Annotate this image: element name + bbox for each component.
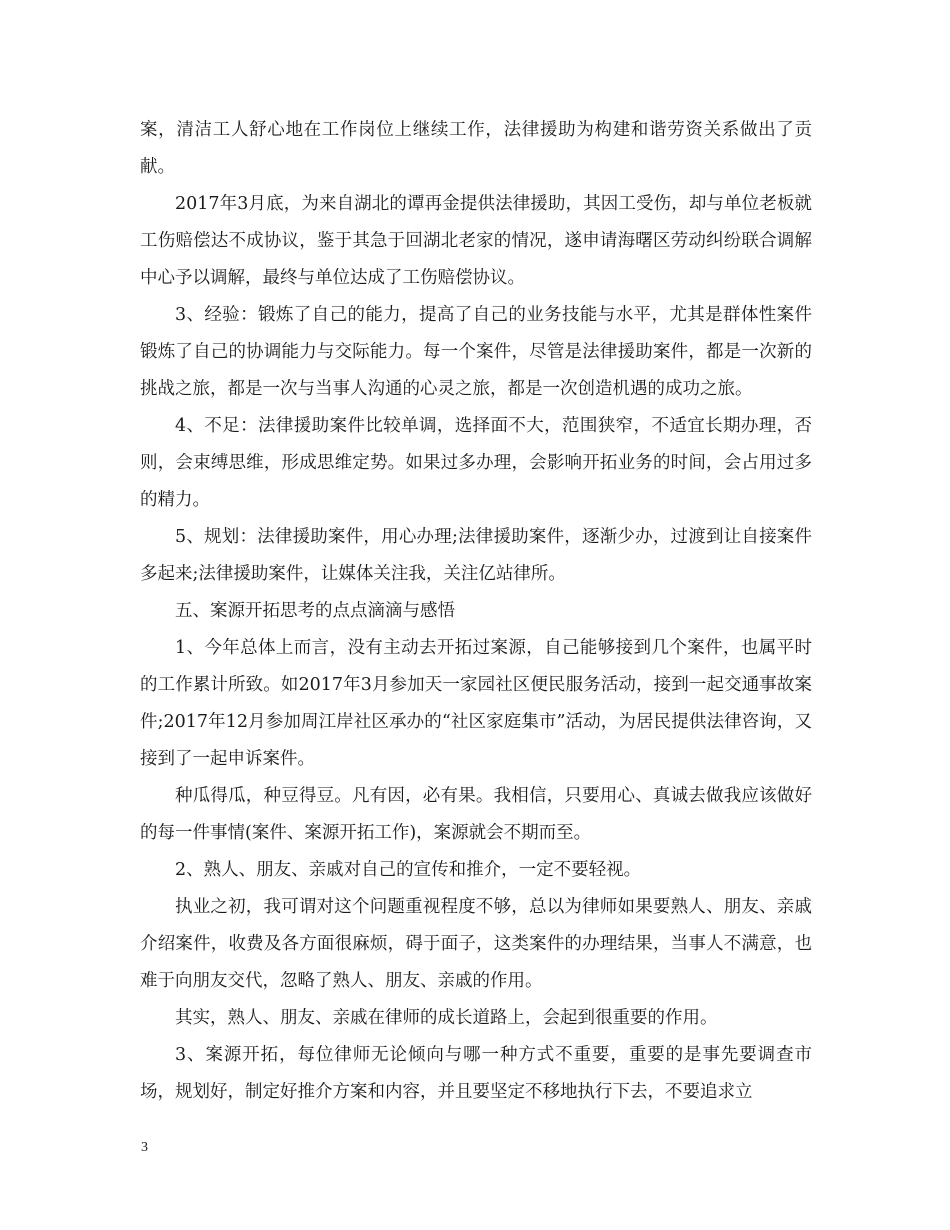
- paragraph-11: 其实，熟人、朋友、亲戚在律师的成长道路上，会起到很重要的作用。: [175, 1008, 718, 1028]
- paragraph-8: 种瓜得瓜，种豆得豆。凡有因，必有果。我相信，只要用心、真诚去做我应该做好的每一件事情(案件、案源开拓工作)，案源就会不期而至。: [140, 786, 812, 843]
- document-body: [140, 112, 812, 1111]
- paragraph-3: 3、经验：锻炼了自己的能力，提高了自己的业务技能与水平，尤其是群体性案件锻炼了自己的协调能力与交际能力。每一个案件，尽管是法律援助案件，都是一次新的挑战之旅，都是一次与当事人沟通的心灵之旅，都是一次创造机遇的成功之旅。: [140, 305, 812, 399]
- page-number: 3: [141, 1140, 148, 1155]
- section-heading: 五、案源开拓思考的点点滴滴与感悟: [175, 601, 455, 621]
- paragraph-1: 案，清洁工人舒心地在工作岗位上继续工作，法律援助为构建和谐劳资关系做出了贡献。: [140, 120, 812, 177]
- paragraph-9: 2、熟人、朋友、亲戚对自己的宣传和推介，一定不要轻视。: [175, 860, 642, 880]
- paragraph-7: 1、今年总体上而言，没有主动去开拓过案源，自己能够接到几个案件，也属平时的工作累计所致。如2017年3月参加天一家园社区便民服务活动，接到一起交通事故案件;2017年12月参加周江岸社区承办的“社区家庭集市”活动，为居民提供法律咨询，又接到了一起申诉案件。: [140, 638, 812, 769]
- paragraph-12: 3、案源开拓，每位律师无论倾向与哪一种方式不重要，重要的是事先要调查市场，规划好，制定好推介方案和内容，并且要坚定不移地执行下去，不要追求立: [140, 1045, 812, 1102]
- paragraph-2: 2017年3月底，为来自湖北的谭再金提供法律援助，其因工受伤，却与单位老板就工伤赔偿达不成协议，鉴于其急于回湖北老家的情况，遂申请海曙区劳动纠纷联合调解中心予以调解，最终与单位达成了工伤赔偿协议。: [140, 194, 812, 288]
- paragraph-10: 执业之初，我可谓对这个问题重视程度不够，总以为律师如果要熟人、朋友、亲戚介绍案件，收费及各方面很麻烦，碍于面子，这类案件的办理结果，当事人不满意，也难于向朋友交代，忽略了熟人、朋友、亲戚的作用。: [140, 897, 812, 991]
- paragraph-5: 5、规划：法律援助案件，用心办理;法律援助案件，逐渐少办，过渡到让自接案件多起来;法律援助案件，让媒体关注我，关注亿站律所。: [140, 527, 812, 584]
- paragraph-4: 4、不足：法律援助案件比较单调，选择面不大，范围狭窄，不适宜长期办理，否则，会束缚思维，形成思维定势。如果过多办理，会影响开拓业务的时间，会占用过多的精力。: [140, 416, 812, 510]
